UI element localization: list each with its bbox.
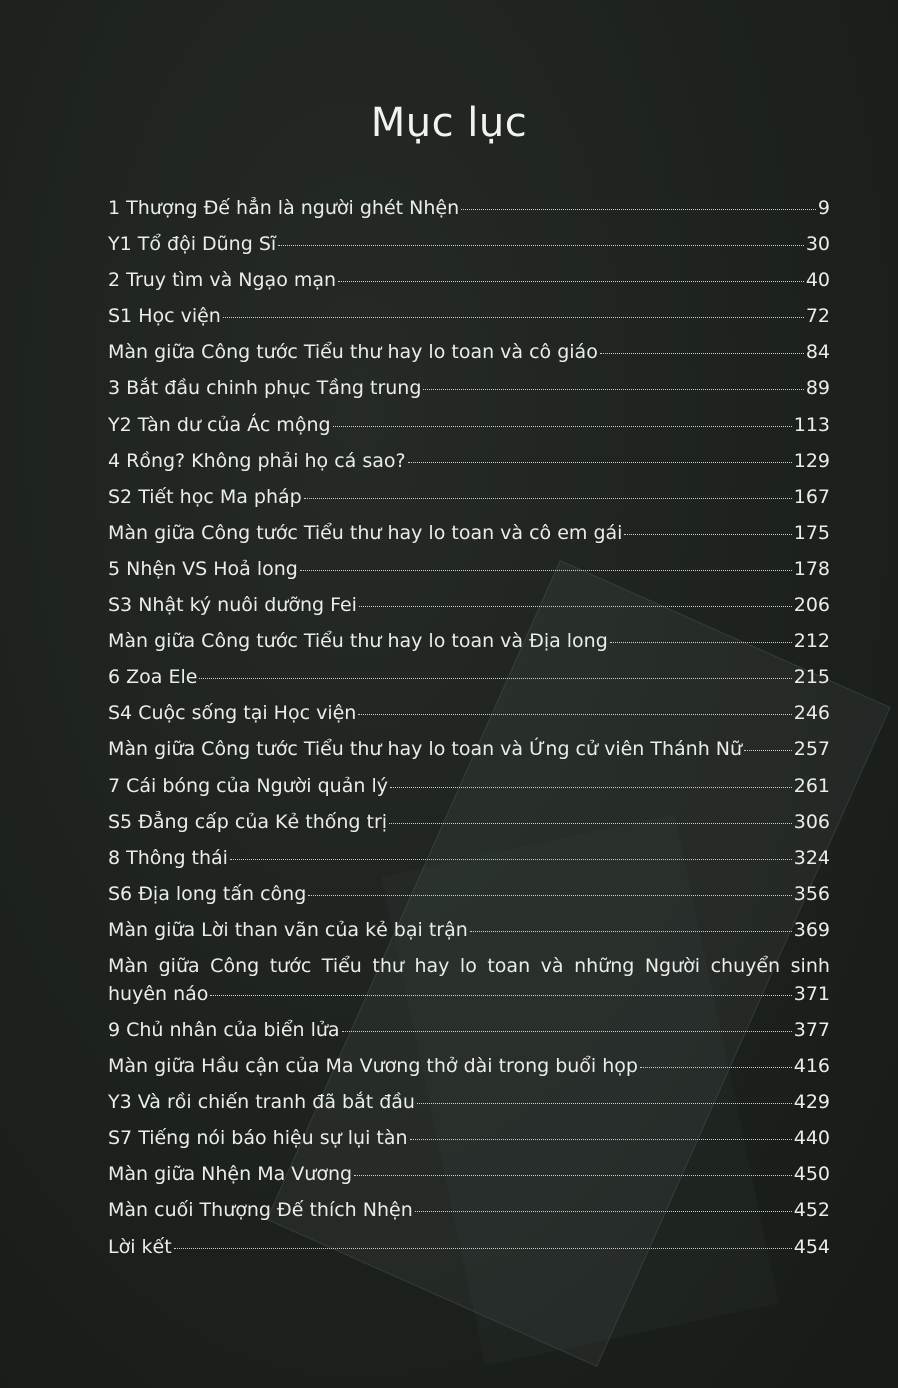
toc-leader-dots — [417, 1103, 792, 1104]
toc-leader-dots — [174, 1248, 792, 1249]
toc-entry-page: 178 — [793, 557, 830, 580]
page-title: Mục lục — [370, 100, 528, 146]
toc-entry-page: 167 — [793, 485, 830, 508]
toc-entry-word: thư — [372, 954, 404, 977]
toc-entry-page: 416 — [793, 1055, 830, 1078]
toc-entry-page: 113 — [793, 413, 830, 436]
toc-entry — [108, 737, 830, 773]
toc-leader-dots — [338, 281, 804, 282]
toc-entry-page: 72 — [805, 305, 830, 328]
toc-entry-label: S2 Tiết học Ma pháp — [108, 485, 302, 508]
toc-entry — [108, 593, 830, 629]
toc-entry-page: 129 — [793, 449, 830, 472]
toc-entry-word: chuyển — [710, 954, 781, 977]
toc-entry — [108, 521, 830, 557]
toc-entry-word: toan — [487, 954, 531, 977]
toc-entry-page: 40 — [805, 269, 830, 292]
toc-entry-label: S7 Tiếng nói báo hiệu sự lụi tàn — [108, 1127, 408, 1150]
toc-entry — [108, 774, 830, 810]
toc-entry — [108, 1198, 830, 1234]
toc-entry-label: Màn giữa Lời than vãn của kẻ bại trận — [108, 918, 468, 941]
toc-entry-label: 7 Cái bóng của Người quản lý — [108, 774, 388, 797]
toc-entry-page: 454 — [793, 1235, 830, 1258]
toc-entry-word: tước — [269, 954, 312, 977]
toc-entry — [108, 1235, 830, 1271]
toc-entry-page: 324 — [793, 846, 830, 869]
toc-entry-page: 440 — [793, 1127, 830, 1150]
toc-entry-label: S3 Nhật ký nuôi dưỡng Fei — [108, 594, 357, 617]
toc-entry — [108, 1054, 830, 1090]
toc-leader-dots — [461, 209, 816, 210]
toc-entry-word: và — [540, 954, 564, 977]
toc-entry-label-line2: huyên náo — [108, 982, 209, 1005]
toc-entry-page: 246 — [793, 702, 830, 725]
toc-entry-label: 3 Bắt đầu chinh phục Tầng trung — [108, 377, 422, 400]
toc-entry — [108, 918, 830, 954]
toc-group-2 — [108, 1018, 830, 1271]
toc-leader-dots — [358, 714, 791, 715]
toc-entry-page: 377 — [793, 1018, 830, 1041]
toc-entry-label: Y2 Tàn dư của Ác mộng — [108, 413, 331, 436]
toc-entry — [108, 376, 830, 412]
toc-entry-label: 1 Thượng Đế hẳn là người ghét Nhện — [108, 197, 460, 219]
toc-leader-dots — [199, 678, 791, 679]
toc-leader-dots — [610, 642, 792, 643]
toc-leader-dots — [390, 787, 792, 788]
toc-entry-label: S5 Đẳng cấp của Kẻ thống trị — [108, 810, 388, 833]
toc-entry-word: sinh — [790, 954, 830, 977]
toc-entry — [108, 1126, 830, 1162]
toc-entry — [108, 304, 830, 340]
toc-entry — [108, 268, 830, 304]
toc-entry-label: Màn giữa Công tước Tiểu thư hay lo toan và Địa long — [108, 630, 608, 653]
toc-entry — [108, 1018, 830, 1054]
toc-entry-label: 2 Truy tìm và Ngạo mạn — [108, 269, 337, 292]
toc-entry — [108, 1090, 830, 1126]
toc-entry-page: 450 — [793, 1163, 830, 1186]
toc-leader-dots — [342, 1031, 792, 1032]
toc-entry-label: Màn giữa Công tước Tiểu thư hay lo toan và cô giáo — [108, 341, 598, 364]
toc-entry-multiline — [108, 954, 830, 1018]
toc-entry-page: 9 — [817, 197, 830, 219]
toc-entry-page: 30 — [805, 233, 830, 256]
toc-leader-dots — [423, 389, 803, 390]
toc-entry-page: 371 — [793, 982, 830, 1005]
toc-leader-dots — [470, 931, 792, 932]
toc-entry-label: S4 Cuộc sống tại Học viện — [108, 702, 357, 725]
toc-entry-label: Màn giữa Nhện Ma Vương — [108, 1163, 353, 1186]
toc-leader-dots — [410, 1139, 792, 1140]
toc-entry-word: Màn — [108, 954, 149, 977]
toc-entry-page: 356 — [793, 882, 830, 905]
toc-entry — [108, 413, 830, 449]
toc-leader-dots — [223, 317, 804, 318]
toc-entry — [108, 196, 830, 232]
toc-entry-label: Màn giữa Công tước Tiểu thư hay lo toan và cô em gái — [108, 521, 623, 544]
toc-entry — [108, 340, 830, 376]
toc-leader-dots — [354, 1175, 792, 1176]
toc-leader-dots — [210, 995, 791, 996]
toc-entry-label: 8 Thông thái — [108, 846, 228, 869]
toc-entry-page: 452 — [793, 1199, 830, 1222]
toc-entry-label: Lời kết — [108, 1235, 172, 1258]
toc-entry — [108, 232, 830, 268]
toc-leader-dots — [389, 823, 792, 824]
toc-leader-dots — [744, 750, 792, 751]
toc-entry — [108, 629, 830, 665]
toc-entry-page: 429 — [793, 1091, 830, 1114]
toc-leader-dots — [333, 426, 792, 427]
toc-entry-page: 215 — [793, 666, 830, 689]
toc-entry — [108, 557, 830, 593]
toc-entry-word: Công — [210, 954, 260, 977]
toc-entry — [108, 701, 830, 737]
toc-entry-page: 175 — [793, 521, 830, 544]
toc-entry-word: những — [574, 954, 635, 977]
toc-entry-line1 — [108, 954, 830, 982]
toc-entry-page: 89 — [805, 377, 830, 400]
toc-leader-dots — [415, 1211, 792, 1212]
toc-entry-word: Tiểu — [321, 954, 362, 977]
toc-leader-dots — [624, 534, 791, 535]
toc-entry-page: 257 — [793, 738, 830, 761]
toc-entry — [108, 810, 830, 846]
toc-entry-label: 4 Rồng? Không phải họ cá sao? — [108, 449, 406, 472]
toc-entry-label: 9 Chủ nhân của biển lửa — [108, 1018, 340, 1041]
toc-entry — [108, 485, 830, 521]
toc-leader-dots — [640, 1067, 792, 1068]
toc-entry-label: S1 Học viện — [108, 305, 221, 328]
toc-entry-label: S6 Địa long tấn công — [108, 882, 307, 905]
toc-entry-word: hay — [414, 954, 450, 977]
toc-entry-word: lo — [459, 954, 477, 977]
toc-entry-page: 261 — [793, 774, 830, 797]
toc-leader-dots — [300, 570, 792, 571]
toc-leader-dots — [408, 462, 792, 463]
toc-entry-label: Y1 Tổ đội Dũng Sĩ — [108, 233, 277, 256]
toc-entry — [108, 882, 830, 918]
toc-entry-label: 5 Nhện VS Hoả long — [108, 557, 298, 580]
toc-entry-line2 — [108, 982, 830, 1018]
toc-entry-label: Màn giữa Hầu cận của Ma Vương thở dài trong buổi họp — [108, 1055, 638, 1078]
toc-entry — [108, 665, 830, 701]
toc-entry — [108, 449, 830, 485]
toc-entry-page: 84 — [805, 341, 830, 364]
toc-entry-word: Người — [644, 954, 701, 977]
table-of-contents — [108, 196, 830, 1271]
toc-leader-dots — [230, 859, 792, 860]
toc-entry-label: Màn giữa Công tước Tiểu thư hay lo toan và Ứng cử viên Thánh Nữ — [108, 738, 743, 761]
toc-leader-dots — [359, 606, 792, 607]
toc-leader-dots — [304, 498, 792, 499]
toc-group-1 — [108, 196, 830, 954]
toc-entry — [108, 846, 830, 882]
toc-leader-dots — [600, 353, 804, 354]
toc-entry-word: giữa — [158, 954, 200, 977]
toc-entry-label: Y3 Và rồi chiến tranh đã bắt đầu — [108, 1091, 415, 1114]
toc-entry-page: 206 — [793, 594, 830, 617]
toc-entry-label: 6 Zoa Ele — [108, 666, 198, 689]
toc-entry-page: 306 — [793, 810, 830, 833]
toc-leader-dots — [308, 895, 791, 896]
toc-entry-page: 369 — [793, 918, 830, 941]
toc-entry-label: Màn cuối Thượng Đế thích Nhện — [108, 1199, 413, 1222]
toc-entry — [108, 1162, 830, 1198]
toc-leader-dots — [278, 245, 804, 246]
toc-entry-page: 212 — [793, 630, 830, 653]
